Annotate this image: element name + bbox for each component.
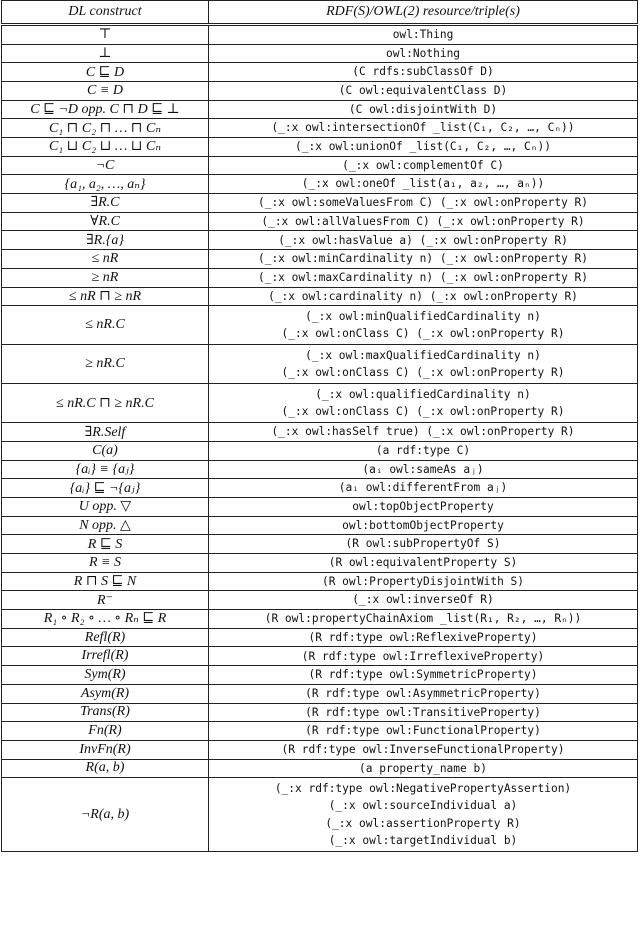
dl-construct-cell: ¬R(a, b): [2, 778, 209, 852]
rdf-triple-line: (R owl:subPropertyOf S): [345, 537, 501, 551]
table-row: [2, 628, 638, 647]
table-row: [2, 610, 638, 629]
table-row: [2, 591, 638, 610]
table-row: [2, 25, 638, 45]
table-row: [2, 554, 638, 573]
rdf-triple-line: (_:x owl:onClass C) (_:x owl:onProperty R): [281, 327, 565, 341]
table-row: [2, 44, 638, 63]
rdf-triple-line: (R owl:PropertyDisjointWith S): [321, 574, 525, 588]
dl-construct-cell: C ⊑ ¬D opp. C ⊓ D ⊑ ⊥: [2, 100, 209, 119]
header-dl-construct: DL construct: [2, 1, 209, 25]
rdf-triple-cell: [209, 384, 638, 423]
rdf-triple-cell: [209, 703, 638, 722]
rdf-triple-line: (R rdf:type owl:FunctionalProperty): [305, 724, 541, 738]
rdf-triple-line: (_:x rdf:type owl:NegativePropertyAssertion): [274, 781, 572, 795]
dl-construct-cell: ≥ nR: [2, 268, 209, 287]
dl-construct-cell: ∃R.C: [2, 194, 209, 213]
dl-construct-cell: ∀R.C: [2, 212, 209, 231]
table-row: [2, 460, 638, 479]
rdf-triple-cell: [209, 100, 638, 119]
rdf-triple-cell: [209, 740, 638, 759]
rdf-triple-line: (_:x owl:inverseOf R): [352, 593, 494, 607]
rdf-triple-line: (R rdf:type owl:AsymmetricProperty): [305, 686, 541, 700]
rdf-triple-line: (R rdf:type owl:TransitiveProperty): [305, 705, 541, 719]
rdf-triple-cell: [209, 63, 638, 82]
dl-construct-cell: Refl(R): [2, 628, 209, 647]
rdf-triple-cell: [209, 25, 638, 45]
table-row: [2, 250, 638, 269]
dl-construct-cell: C₁ ⊔ C₂ ⊔ … ⊔ Cₙ: [2, 138, 209, 157]
dl-construct-cell: InvFn(R): [2, 740, 209, 759]
rdf-triple-cell: [209, 684, 638, 703]
rdf-triple-cell: [209, 572, 638, 591]
table-row: [2, 306, 638, 345]
rdf-triple-cell: [209, 231, 638, 250]
dl-construct-cell: Fn(R): [2, 722, 209, 741]
table-row: [2, 666, 638, 685]
rdf-triple-line: owl:Nothing: [385, 46, 461, 60]
table-row: [2, 268, 638, 287]
rdf-triple-cell: [209, 441, 638, 460]
table-row: [2, 479, 638, 498]
rdf-triple-cell: [209, 119, 638, 138]
table-row: [2, 384, 638, 423]
dl-construct-cell: Sym(R): [2, 666, 209, 685]
dl-construct-cell: ¬C: [2, 156, 209, 175]
rdf-triple-line: (_:x owl:unionOf _list(C₁, C₂, …, Cₙ)): [295, 140, 551, 154]
table-row: [2, 703, 638, 722]
rdf-triple-line: (R owl:propertyChainAxiom _list(R₁, R₂, …, Rₙ)): [264, 612, 582, 626]
rdf-triple-cell: [209, 250, 638, 269]
rdf-triple-line: (_:x owl:maxQualifiedCardinality n): [305, 348, 541, 362]
dl-construct-cell: {aᵢ} ≡ {aⱼ}: [2, 460, 209, 479]
table-row: [2, 572, 638, 591]
rdf-triple-line: (C rdfs:subClassOf D): [352, 65, 494, 79]
rdf-triple-line: (aᵢ owl:differentFrom aⱼ): [338, 481, 508, 495]
dl-construct-cell: {a₁, a₂, …, aₙ}: [2, 175, 209, 194]
rdf-triple-cell: [209, 156, 638, 175]
table-body: [2, 25, 638, 852]
rdf-triple-cell: [209, 591, 638, 610]
rdf-triple-cell: [209, 423, 638, 442]
dl-construct-cell: R₁ ∘ R₂ ∘ … ∘ Rₙ ⊑ R: [2, 610, 209, 629]
rdf-triple-line: (_:x owl:minCardinality n) (_:x owl:onProperty R): [257, 252, 589, 266]
rdf-triple-line: (R rdf:type owl:IrreflexiveProperty): [301, 649, 545, 663]
dl-construct-cell: C ≡ D: [2, 81, 209, 100]
table-row: [2, 647, 638, 666]
rdf-triple-cell: [209, 554, 638, 573]
dl-construct-cell: U opp. ▽: [2, 497, 209, 516]
table-row: [2, 535, 638, 554]
rdf-triple-line: (_:x owl:onClass C) (_:x owl:onProperty R): [281, 405, 565, 419]
dl-construct-cell: ≥ nR.C: [2, 345, 209, 384]
rdf-triple-cell: [209, 81, 638, 100]
table-row: [2, 441, 638, 460]
dl-construct-cell: ⊥: [2, 44, 209, 63]
rdf-triple-cell: [209, 722, 638, 741]
table-header-row: [2, 1, 638, 25]
dl-construct-cell: ≤ nR.C ⊓ ≥ nR.C: [2, 384, 209, 423]
table-row: [2, 287, 638, 306]
table-row: [2, 722, 638, 741]
rdf-triple-line: (a property_name b): [359, 761, 487, 775]
dl-construct-cell: C(a): [2, 441, 209, 460]
dl-construct-cell: Trans(R): [2, 703, 209, 722]
rdf-triple-line: (a rdf:type C): [375, 443, 471, 457]
table-row: [2, 684, 638, 703]
rdf-triple-cell: [209, 516, 638, 535]
rdf-triple-line: (_:x owl:complementOf C): [342, 158, 504, 172]
table-row: [2, 81, 638, 100]
rdf-triple-line: (_:x owl:assertionProperty R): [325, 816, 521, 830]
table-row: [2, 516, 638, 535]
rdf-triple-line: (_:x owl:hasSelf true) (_:x owl:onProperty R): [271, 425, 575, 439]
dl-construct-cell: R ≡ S: [2, 554, 209, 573]
dl-construct-cell: C₁ ⊓ C₂ ⊓ … ⊓ Cₙ: [2, 119, 209, 138]
rdf-triple-cell: [209, 194, 638, 213]
rdf-triple-line: (_:x owl:qualifiedCardinality n): [315, 387, 531, 401]
rdf-triple-line: (_:x owl:hasValue a) (_:x owl:onProperty R): [278, 233, 568, 247]
rdf-triple-cell: [209, 628, 638, 647]
table-row: [2, 740, 638, 759]
table-row: [2, 156, 638, 175]
rdf-triple-cell: [209, 778, 638, 852]
dl-construct-cell: Asym(R): [2, 684, 209, 703]
table-row: [2, 423, 638, 442]
dl-construct-cell: ≤ nR: [2, 250, 209, 269]
table-row: [2, 759, 638, 778]
rdf-triple-line: (aᵢ owl:sameAs aⱼ): [362, 462, 484, 476]
rdf-triple-cell: [209, 175, 638, 194]
rdf-triple-line: owl:bottomObjectProperty: [342, 518, 504, 532]
rdf-triple-line: (C owl:disjointWith D): [348, 102, 498, 116]
rdf-triple-line: (_:x owl:someValuesFrom C) (_:x owl:onProperty R): [257, 196, 589, 210]
dl-construct-cell: R⁻: [2, 591, 209, 610]
table-row: [2, 63, 638, 82]
rdf-triple-cell: [209, 535, 638, 554]
rdf-triple-line: (_:x owl:maxCardinality n) (_:x owl:onProperty R): [257, 270, 589, 284]
rdf-triple-cell: [209, 460, 638, 479]
rdf-triple-cell: [209, 306, 638, 345]
rdf-triple-cell: [209, 497, 638, 516]
rdf-triple-cell: [209, 138, 638, 157]
table-row: [2, 194, 638, 213]
table-row: [2, 231, 638, 250]
rdf-triple-line: (R rdf:type owl:SymmetricProperty): [308, 668, 538, 682]
header-rdf-owl-resource: RDF(S)/OWL(2) resource/triple(s): [209, 1, 638, 25]
rdf-triple-line: (R owl:equivalentProperty S): [328, 556, 518, 570]
rdf-triple-cell: [209, 268, 638, 287]
dl-construct-cell: R ⊓ S ⊑ N: [2, 572, 209, 591]
rdf-triple-line: (C owl:equivalentClass D): [338, 84, 508, 98]
table-row: [2, 497, 638, 516]
rdf-triple-line: owl:Thing: [392, 28, 454, 41]
dl-construct-cell: Irrefl(R): [2, 647, 209, 666]
table-row: [2, 138, 638, 157]
table-row: [2, 778, 638, 852]
table-row: [2, 212, 638, 231]
rdf-triple-cell: [209, 345, 638, 384]
dl-construct-cell: ≤ nR.C: [2, 306, 209, 345]
table-row: [2, 175, 638, 194]
dl-construct-cell: N opp. △: [2, 516, 209, 535]
dl-construct-cell: {aᵢ} ⊑ ¬{aⱼ}: [2, 479, 209, 498]
rdf-triple-cell: [209, 479, 638, 498]
rdf-triple-cell: [209, 212, 638, 231]
table-row: [2, 119, 638, 138]
rdf-triple-cell: [209, 610, 638, 629]
rdf-triple-line: (R rdf:type owl:InverseFunctionalProperty): [281, 742, 565, 756]
dl-construct-cell: ≤ nR ⊓ ≥ nR: [2, 287, 209, 306]
dl-construct-cell: R(a, b): [2, 759, 209, 778]
dl-construct-cell: ∃R.{a}: [2, 231, 209, 250]
rdf-triple-line: (_:x owl:allValuesFrom C) (_:x owl:onProperty R): [261, 214, 585, 228]
rdf-triple-line: (_:x owl:intersectionOf _list(C₁, C₂, …, Cₙ)): [271, 121, 575, 135]
rdf-triple-line: (_:x owl:oneOf _list(a₁, a₂, …, aₙ)): [301, 177, 545, 191]
rdf-triple-cell: [209, 666, 638, 685]
rdf-triple-cell: [209, 759, 638, 778]
dl-construct-cell: R ⊑ S: [2, 535, 209, 554]
rdf-triple-line: (R rdf:type owl:ReflexiveProperty): [308, 630, 538, 644]
rdf-triple-line: (_:x owl:targetIndividual b): [328, 834, 518, 848]
rdf-triple-line: (_:x owl:minQualifiedCardinality n): [305, 309, 541, 323]
rdf-triple-line: owl:topObjectProperty: [352, 500, 494, 514]
dl-construct-cell: C ⊑ D: [2, 63, 209, 82]
table-row: [2, 345, 638, 384]
rdf-triple-line: (_:x owl:onClass C) (_:x owl:onProperty R): [281, 366, 565, 380]
rdf-triple-cell: [209, 44, 638, 63]
table-row: [2, 100, 638, 119]
rdf-triple-cell: [209, 287, 638, 306]
rdf-triple-cell: [209, 647, 638, 666]
rdf-triple-line: (_:x owl:cardinality n) (_:x owl:onProperty R): [268, 289, 578, 303]
dl-to-owl-mapping-table: [1, 0, 638, 852]
dl-construct-cell: ∃R.Self: [2, 423, 209, 442]
rdf-triple-line: (_:x owl:sourceIndividual a): [328, 799, 518, 813]
dl-construct-cell: ⊤: [2, 25, 209, 45]
